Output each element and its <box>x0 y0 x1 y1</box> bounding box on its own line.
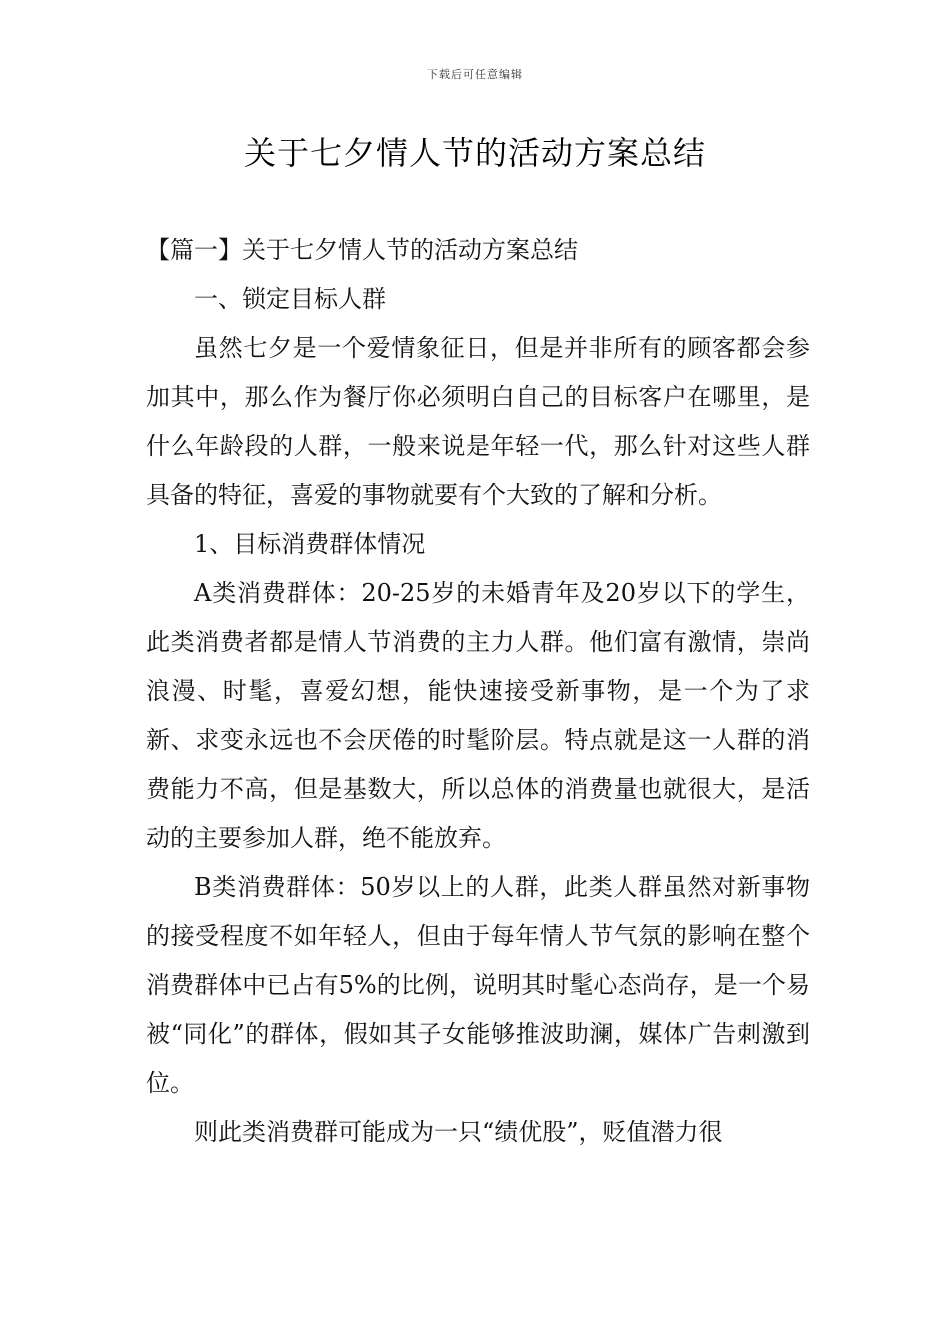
subheading-target-audience: 一、锁定目标人群 <box>194 285 386 313</box>
subheading-consumer-groups: 1、目标消费群体情况 <box>194 530 426 558</box>
paragraph-group-b: B类消费群体：50岁以上的人群，此类人群虽然对新事物的接受程度不如年轻人，但由于每年情人节气氛的影响在整个消费群体中已占有5%的比例，说明其时髦心态尚存，是一个易被“同化”的群体，假如其子女能够推波助澜，媒体广告刺激到位。 <box>146 873 810 1097</box>
document-body <box>146 226 810 1157</box>
paragraph-intro: 虽然七夕是一个爱情象征日，但是并非所有的顾客都会参加其中，那么作为餐厅你必须明白自己的目标客户在哪里，是什么年龄段的人群，一般来说是年轻一代，那么针对这些人群具备的特征，喜爱的事物就要有个大致的了解和分析。 <box>146 334 810 509</box>
paragraph-continuation: 则此类消费群可能成为一只“绩优股”，贬值潜力很 <box>194 1118 723 1146</box>
document-title: 关于七夕情人节的活动方案总结 <box>243 134 706 172</box>
section-heading: 【篇一】关于七夕情人节的活动方案总结 <box>146 236 578 264</box>
paragraph-group-a: A类消费群体：20-25岁的未婚青年及20岁以下的学生，此类消费者都是情人节消费的主力人群。他们富有激情，崇尚浪漫、时髦，喜爱幻想，能快速接受新事物，是一个为了求新、求变永远也不会厌倦的时髦阶层。特点就是这一人群的消费能力不高，但是基数大，所以总体的消费量也就很大，是活动的主要参加人群，绝不能放弃。 <box>146 579 810 852</box>
header-note: 下载后可任意编辑 <box>427 68 523 81</box>
